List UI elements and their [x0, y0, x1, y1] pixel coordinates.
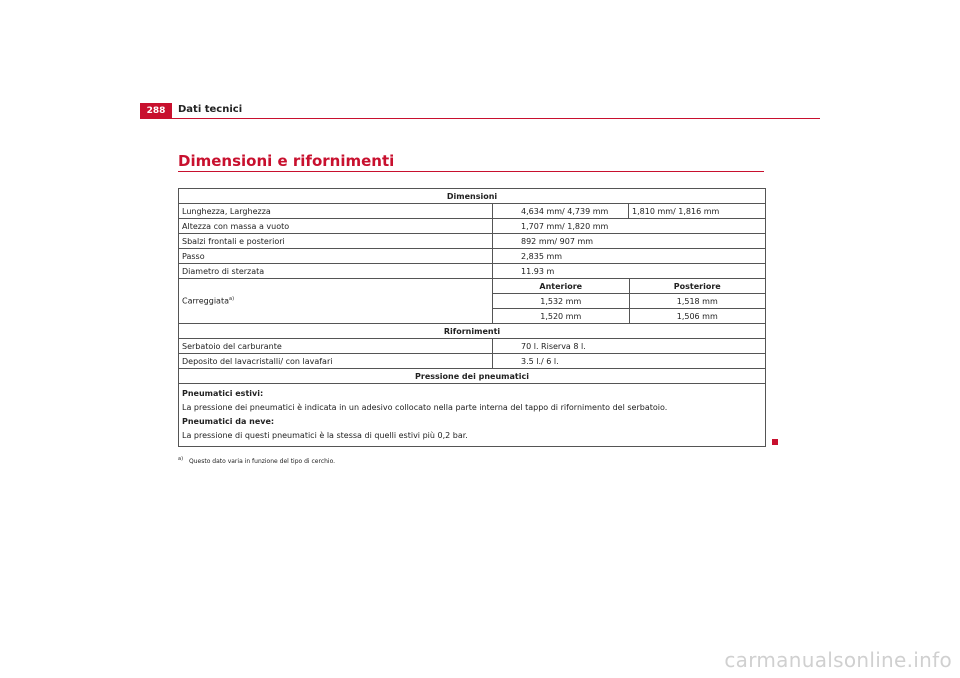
winter-tires-text: La pressione di questi pneumatici è la stessa di quelli estivi più 0,2 bar. — [182, 431, 468, 440]
row-label: Sbalzi frontali e posteriori — [179, 234, 493, 249]
row-value: 2,835 mm — [493, 249, 766, 264]
row-value: 892 mm/ 907 mm — [493, 234, 766, 249]
refills-header: Rifornimenti — [179, 324, 766, 339]
spec-table — [178, 188, 766, 447]
table-row — [179, 354, 766, 369]
row-value: 1,810 mm/ 1,816 mm — [629, 204, 766, 219]
table-row — [179, 219, 766, 234]
track-rear-header: Posteriore — [629, 279, 765, 294]
row-label: Altezza con massa a vuoto — [179, 219, 493, 234]
row-label: Serbatoio del carburante — [179, 339, 493, 354]
row-label: Passo — [179, 249, 493, 264]
table-row — [179, 264, 766, 279]
watermark: carmanualsonline.info — [724, 648, 952, 672]
row-label: Lunghezza, Larghezza — [179, 204, 493, 219]
page-title: Dimensioni e rifornimenti — [178, 152, 395, 170]
row-label: Diametro di sterzata — [179, 264, 493, 279]
track-label: Carreggiata — [182, 296, 229, 306]
row-value: 4,634 mm/ 4,739 mm — [493, 204, 629, 219]
pressure-header: Pressione dei pneumatici — [179, 369, 766, 384]
track-subtable — [493, 279, 765, 323]
track-rear-value: 1,506 mm — [676, 311, 718, 321]
track-values-cell — [493, 279, 766, 324]
track-front-value: 1,520 mm — [493, 309, 629, 324]
end-of-section-mark — [772, 439, 778, 445]
table-row — [179, 204, 766, 219]
summer-tires-text: La pressione dei pneumatici è indicata in un adesivo collocato nella parte interna del tappo di rifornimento del serbatoio. — [182, 403, 668, 412]
pressure-notes — [179, 384, 766, 447]
track-rear-value: 1,518 mm — [629, 294, 765, 309]
row-value: 1,707 mm/ 1,820 mm — [493, 219, 766, 234]
page-number: 288 — [140, 103, 172, 118]
winter-tires-label: Pneumatici da neve: — [182, 417, 275, 426]
summer-tires-label: Pneumatici estivi: — [182, 389, 264, 398]
table-row — [179, 324, 766, 339]
footnote-text: Questo dato varia in funzione del tipo di cerchio. — [189, 458, 336, 465]
footnote-marker: a) — [178, 456, 184, 462]
row-value: 3.5 l./ 6 l. — [493, 354, 766, 369]
section-title: Dati tecnici — [178, 104, 243, 115]
footnote-ref: a) — [229, 296, 235, 303]
dimensions-header: Dimensioni — [179, 189, 766, 204]
table-row — [179, 249, 766, 264]
track-front-value: 1,532 mm — [493, 294, 629, 309]
track-front-header: Anteriore — [493, 279, 629, 294]
header-rule — [140, 118, 820, 119]
row-label: Deposito del lavacristalli/ con lavafari — [179, 354, 493, 369]
table-row — [179, 369, 766, 384]
table-row — [179, 384, 766, 447]
row-value: 11.93 m — [493, 264, 766, 279]
title-rule — [178, 171, 764, 172]
table-row — [179, 189, 766, 204]
table-row — [179, 234, 766, 249]
table-row — [179, 339, 766, 354]
track-label-cell — [179, 279, 493, 324]
footnote — [178, 456, 335, 465]
table-row — [179, 279, 766, 324]
row-value: 70 l. Riserva 8 l. — [493, 339, 766, 354]
